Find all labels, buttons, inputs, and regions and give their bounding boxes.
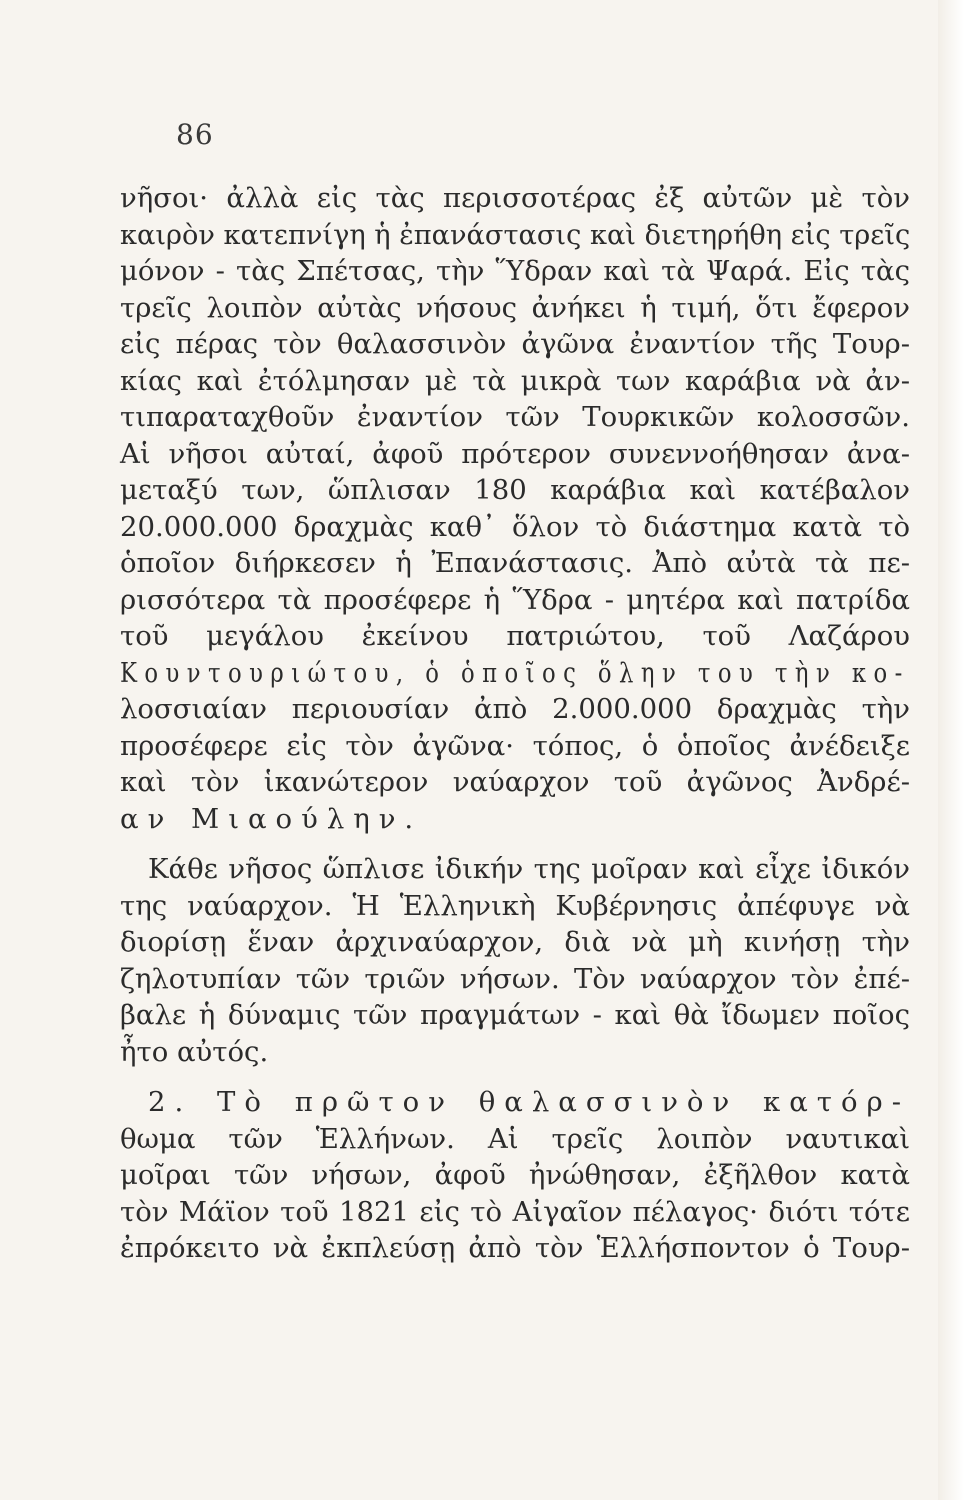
text-line: ἐπρόκειτο νὰ ἐκπλεύσῃ ἀπὸ τὸν Ἑλλήσποντον ὁ Τουρ- <box>120 1232 910 1264</box>
text-line: θωμα τῶν Ἑλλήνων. Αἱ τρεῖς λοιπὸν ναυτικαὶ <box>120 1122 910 1155</box>
page-number: 86 <box>176 118 214 151</box>
body-text <box>120 180 910 1267</box>
text-line: τιπαραταχθοῦν ἐναντίον τῶν Τουρκικῶν κολοσσῶν. <box>120 401 910 433</box>
text-line: Αἱ νῆσοι αὐταί, ἀφοῦ πρότερον συνεννοήθησαν ἀνα- <box>120 437 910 470</box>
text-line: ὁποῖον διήρκεσεν ἡ Ἐπανάστασις. Ἀπὸ αὐτὰ τὰ πε- <box>120 547 910 579</box>
text-line: εἰς πέρας τὸν θαλασσινὸν ἀγῶνα ἐναντίον τῆς Τουρ- <box>120 328 910 360</box>
text-line: καὶ τὸν ἱκανώτερον ναύαρχον τοῦ ἀγῶνος Ἀνδρέ- <box>120 766 910 798</box>
text-line: μεταξύ των, ὥπλισαν 180 καράβια καὶ κατέβαλον <box>120 474 910 506</box>
text-line: τὸν Μάϊον τοῦ 1821 εἰς τὸ Αἰγαῖον πέλαγος· διότι τότε <box>120 1195 910 1228</box>
text-line: τοῦ μεγάλου ἐκείνου πατριώτου, τοῦ Λαζάρου <box>120 620 910 652</box>
text-line: βαλε ἡ δύναμις τῶν πραγμάτων - καὶ θὰ ἴδωμεν ποῖος <box>120 999 910 1031</box>
text-line: αν Μιαούλην. <box>120 802 423 835</box>
text-line: λοσσιαίαν περιουσίαν ἀπὸ 2.000.000 δραχμὰς τὴν <box>120 693 910 725</box>
text-line: Κάθε νῆσος ὥπλισε ἰδικήν της μοῖραν καὶ εἶχε ἰδικόν <box>148 853 910 885</box>
text-line: μοῖραι τῶν νήσων, ἀφοῦ ἠνώθησαν, ἐξῆλθον κατὰ <box>120 1159 910 1191</box>
text-line: 20.000.000 δραχμὰς καθ᾿ ὅλον τὸ διάστημα κατὰ τὸ <box>120 510 910 543</box>
text-line: τρεῖς λοιπὸν αὐτὰς νήσους ἀνήκει ἡ τιμή, ὅτι ἔφερον <box>120 291 910 324</box>
text-line: Κουντουριώτου, ὁ ὁποῖος ὅλην του τὴν κο- <box>120 656 910 689</box>
text-line: ρισσότερα τὰ προσέφερε ἡ Ὕδρα - μητέρα καὶ πατρίδα <box>120 583 910 616</box>
text-line: μόνον - τὰς Σπέτσας, τὴν Ὕδραν καὶ τὰ Ψαρά. Εἰς τὰς <box>120 255 910 287</box>
text-line: νῆσοι· ἀλλὰ εἰς τὰς περισσοτέρας ἐξ αὐτῶν μὲ τὸν <box>120 182 910 214</box>
text-line: διορίσῃ ἕναν ἀρχιναύαρχον, διὰ νὰ μὴ κινήσῃ τὴν <box>120 926 910 958</box>
text-line: κίας καὶ ἐτόλμησαν μὲ τὰ μικρὰ των καράβια νὰ ἀν- <box>120 364 910 397</box>
text-line: της ναύαρχον. Ἡ Ἑλληνικὴ Κυβέρνησις ἀπέφυγε νὰ <box>120 889 910 922</box>
section-heading-line: 2. Τὸ πρῶτον θαλασσινὸν κατόρ- <box>148 1086 910 1118</box>
text-line: ζηλοτυπίαν τῶν τριῶν νήσων. Τὸν ναύαρχον τὸν ἐπέ- <box>120 962 910 995</box>
text-line: ἦτο αὐτός. <box>120 1035 269 1068</box>
text-line: καιρὸν κατεπνίγη ἡ ἐπανάστασις καὶ διετηρήθη εἰς τρεῖς <box>120 218 911 251</box>
text-line: προσέφερε εἰς τὸν ἀγῶνα· τόπος, ὁ ὁποῖος ἀνέδειξε <box>120 729 910 762</box>
page-edge <box>938 0 964 1500</box>
